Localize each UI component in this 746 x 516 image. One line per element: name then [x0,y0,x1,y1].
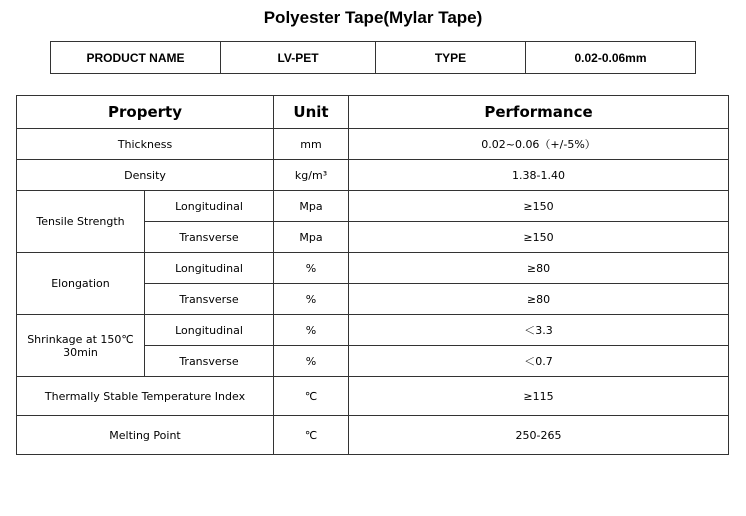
melting-point-unit: ℃ [274,416,349,455]
tensile-longitudinal-value: ≥150 [349,191,729,222]
elongation-transverse-label: Transverse [145,284,274,315]
density-unit: kg/m³ [274,160,349,191]
product-info-table [50,41,696,74]
type-label: TYPE [376,42,526,74]
elongation-longitudinal-unit: % [274,253,349,284]
table-row [17,129,729,160]
table-row [17,191,729,222]
density-label: Density [17,160,274,191]
shrinkage-transverse-unit: % [274,346,349,377]
table-row [17,416,729,455]
thermal-index-label: Thermally Stable Temperature Index [17,377,274,416]
shrinkage-label-line1: Shrinkage at 150℃ [27,332,134,346]
thickness-unit: mm [274,129,349,160]
product-name-label: PRODUCT NAME [51,42,221,74]
page-title: Polyester Tape(Mylar Tape) [263,8,483,27]
elongation-longitudinal-label: Longitudinal [145,253,274,284]
elongation-transverse-unit: % [274,284,349,315]
density-value: 1.38-1.40 [349,160,729,191]
header-row [17,96,729,129]
tensile-label: Tensile Strength [17,191,145,253]
tensile-transverse-value: ≥150 [349,222,729,253]
tensile-transverse-label: Transverse [145,222,274,253]
elongation-label: Elongation [17,253,145,315]
type-value: 0.02-0.06mm [526,42,696,74]
header-unit: Unit [274,96,349,129]
tensile-longitudinal-label: Longitudinal [145,191,274,222]
elongation-longitudinal-value: ≥80 [349,253,729,284]
shrinkage-longitudinal-label: Longitudinal [145,315,274,346]
shrinkage-longitudinal-value: ＜3.3 [349,315,729,346]
tensile-longitudinal-unit: Mpa [274,191,349,222]
elongation-transverse-value: ≥80 [349,284,729,315]
table-row [17,253,729,284]
table-row [17,160,729,191]
specification-table [16,95,729,455]
thickness-label: Thickness [17,129,274,160]
melting-point-value: 250-265 [349,416,729,455]
thickness-value: 0.02~0.06（+/-5%） [349,129,729,160]
shrinkage-transverse-value: ＜0.7 [349,346,729,377]
shrinkage-transverse-label: Transverse [145,346,274,377]
table-row [17,377,729,416]
header-performance: Performance [349,96,729,129]
shrinkage-label-line2: 30min [63,345,98,359]
tensile-transverse-unit: Mpa [274,222,349,253]
thermal-index-unit: ℃ [274,377,349,416]
shrinkage-label [17,315,145,377]
shrinkage-longitudinal-unit: % [274,315,349,346]
melting-point-label: Melting Point [17,416,274,455]
thermal-index-value: ≥115 [349,377,729,416]
header-property: Property [17,96,274,129]
table-row [17,315,729,346]
product-name-value: LV-PET [221,42,376,74]
product-info-row [51,42,696,74]
